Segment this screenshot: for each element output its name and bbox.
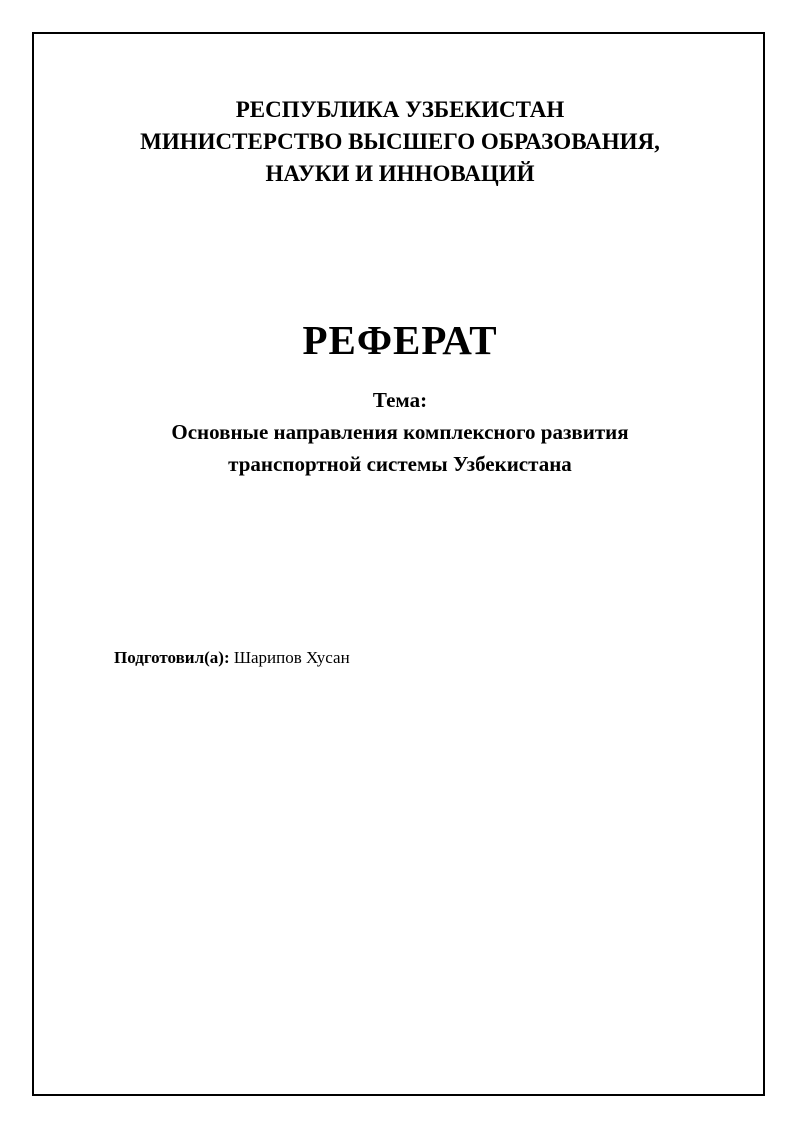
topic-block [0,384,800,480]
topic-line-1: Основные направления комплексного развития [171,420,629,444]
prepared-by [114,646,350,670]
topic-label: Тема: [372,388,428,412]
page-border [32,32,765,1096]
institution-header [0,94,800,190]
header-line-ministry: МИНИСТЕРСТВО ВЫСШЕГО ОБРАЗОВАНИЯ, [140,129,660,154]
prepared-by-label: Подготовил(а): [114,648,230,667]
author-name: Шарипов Хусан [233,648,350,667]
header-line-ministry-cont: НАУКИ И ИННОВАЦИЙ [265,161,535,186]
header-line-country: РЕСПУБЛИКА УЗБЕКИСТАН [235,97,565,122]
document-title: РЕФЕРАТ [302,317,498,363]
topic-line-2: транспортной системы Узбекистана [228,452,572,476]
